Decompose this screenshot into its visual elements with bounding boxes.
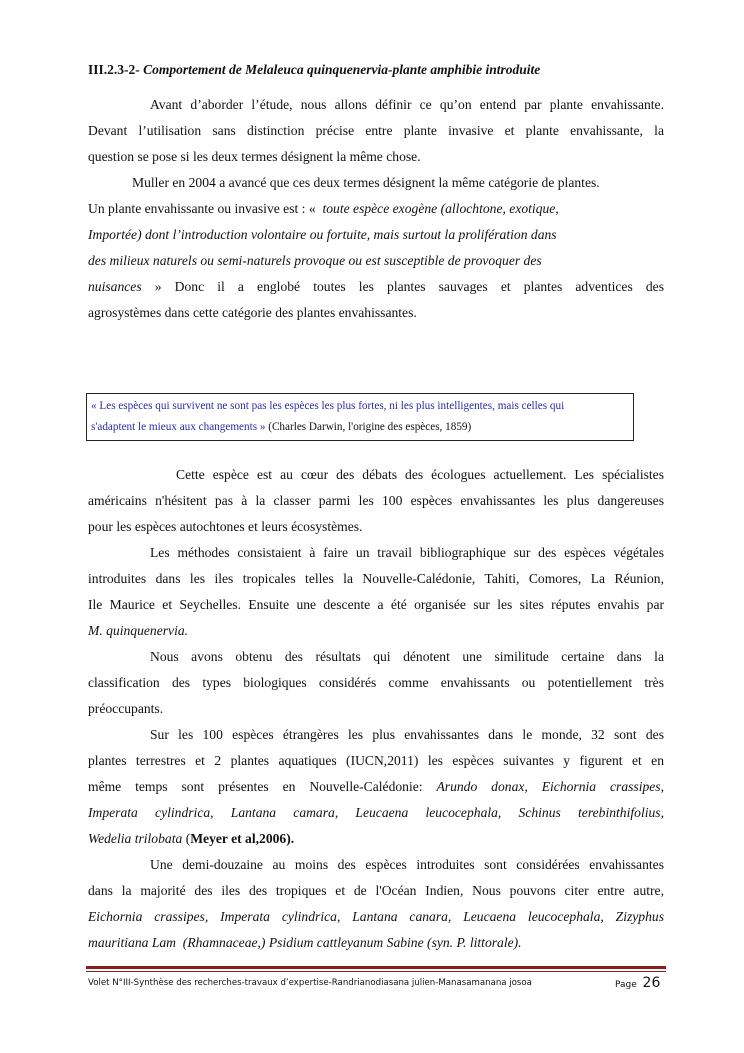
- text-line: des milieux naturels ou semi-naturels provoque ou est susceptible de provoquer des: [88, 253, 542, 268]
- footer-rule-thick: [86, 966, 666, 969]
- paragraph-muller-definition: [88, 170, 664, 326]
- footer-rule-thin: [86, 971, 666, 972]
- quote-line: « Les espèces qui survivent ne sont pas les espèces les plus fortes, ni les plus intelligentes, mais celles qui: [91, 400, 565, 412]
- text-line: Une demi-douzaine au moins des espèces introduites sont considérées envahissantes: [150, 857, 664, 872]
- paragraph-tropical-islands: [88, 852, 664, 956]
- text-line: classification des types biologiques considérés comme envahissants ou potentiellement très: [88, 675, 664, 690]
- text-line: même temps sont présentes en Nouvelle-Calédonie: Arundo donax, Eichornia crassipes,: [88, 779, 664, 794]
- text-line: Importée) dont l’introduction volontaire ou fortuite, mais surtout la prolifération dans: [88, 227, 557, 242]
- text-line: Wedelia trilobata (Meyer et al,2006).: [88, 831, 295, 846]
- quote-line: s'adaptent le mieux aux changements » (Charles Darwin, l'origine des espèces, 1859): [91, 421, 472, 433]
- text-line: Imperata cylindrica, Lantana camara, Leucaena leucocephala, Schinus terebinthifolius,: [88, 805, 664, 820]
- darwin-quote-box: [86, 393, 634, 441]
- text-line: Ile Maurice et Seychelles. Ensuite une descente a été organisée sur les sites réputes envahis par: [88, 597, 664, 612]
- text-line: Un plante envahissante ou invasive est : « toute espèce exogène (allochtone, exotique,: [88, 201, 559, 216]
- text-line: plantes terrestres et 2 plantes aquatiques (IUCN,2011) les espèces suivantes y figurent et en: [88, 753, 664, 768]
- text-line: introduites dans les iles tropicales telles la Nouvelle-Calédonie, Tahiti, Comores, La Réunion,: [88, 571, 664, 586]
- text-line: américains n'hésitent pas à la classer parmi les 100 espèces envahissantes les plus dangereuses: [88, 493, 664, 508]
- text-line: Sur les 100 espèces étrangères les plus envahissantes dans le monde, 32 sont des: [150, 727, 664, 742]
- paragraph-results: [88, 644, 664, 722]
- paragraph-definition-intro: [88, 92, 664, 170]
- text-line: M. quinquenervia.: [88, 623, 189, 638]
- section-heading: [88, 62, 540, 78]
- text-line: Les méthodes consistaient à faire un travail bibliographique sur des espèces végétales: [150, 545, 664, 560]
- text-line: Cette espèce est au cœur des débats des écologues actuellement. Les spécialistes: [176, 467, 664, 482]
- text-line: Eichornia crassipes, Imperata cylindrica, Lantana canara, Leucaena leucocephala, Zizyphus: [88, 909, 664, 924]
- text-line: Muller en 2004 a avancé que ces deux termes désignent la même catégorie de plantes.: [132, 175, 600, 190]
- section-number: III.2.3-2-: [88, 62, 140, 77]
- text-line: pour les espèces autochtones et leurs écosystèmes.: [88, 519, 363, 534]
- page-number: Page 26: [615, 975, 661, 991]
- text-line: agrosystèmes dans cette catégorie des plantes envahissantes.: [88, 305, 417, 320]
- text-line: question se pose si les deux termes désignent la même chose.: [88, 149, 421, 164]
- paragraph-methods: [88, 540, 664, 644]
- text-line: mauritiana Lam (Rhamnaceae,) Psidium cattleyanum Sabine (syn. P. littorale).: [88, 935, 522, 950]
- text-line: Avant d’aborder l’étude, nous allons définir ce qu’on entend par plante envahissante.: [150, 97, 664, 112]
- text-line: Nous avons obtenu des résultats qui dénotent une similitude certaine dans la: [150, 649, 664, 664]
- quote-citation: (Charles Darwin, l'origine des espèces, 1859): [268, 421, 472, 433]
- paragraph-debate: [88, 462, 664, 540]
- text-line: nuisances » Donc il a englobé toutes les plantes sauvages et plantes adventices des: [88, 279, 664, 294]
- section-title: Comportement de Melaleuca quinquenervia-plante amphibie introduite: [143, 62, 541, 77]
- text-line: dans la majorité des iles des tropiques et de l'Océan Indien, Nous pouvons citer entre autre,: [88, 883, 664, 898]
- footer-text: Volet N°III-Synthèse des recherches-travaux d’expertise-Randrianodiasana julien-Manasamanana josoa: [88, 978, 532, 988]
- text-line: préoccupants.: [88, 701, 164, 716]
- text-line: Devant l’utilisation sans distinction précise entre plante invasive et plante envahissante, la: [88, 123, 664, 138]
- paragraph-species-list: [88, 722, 664, 852]
